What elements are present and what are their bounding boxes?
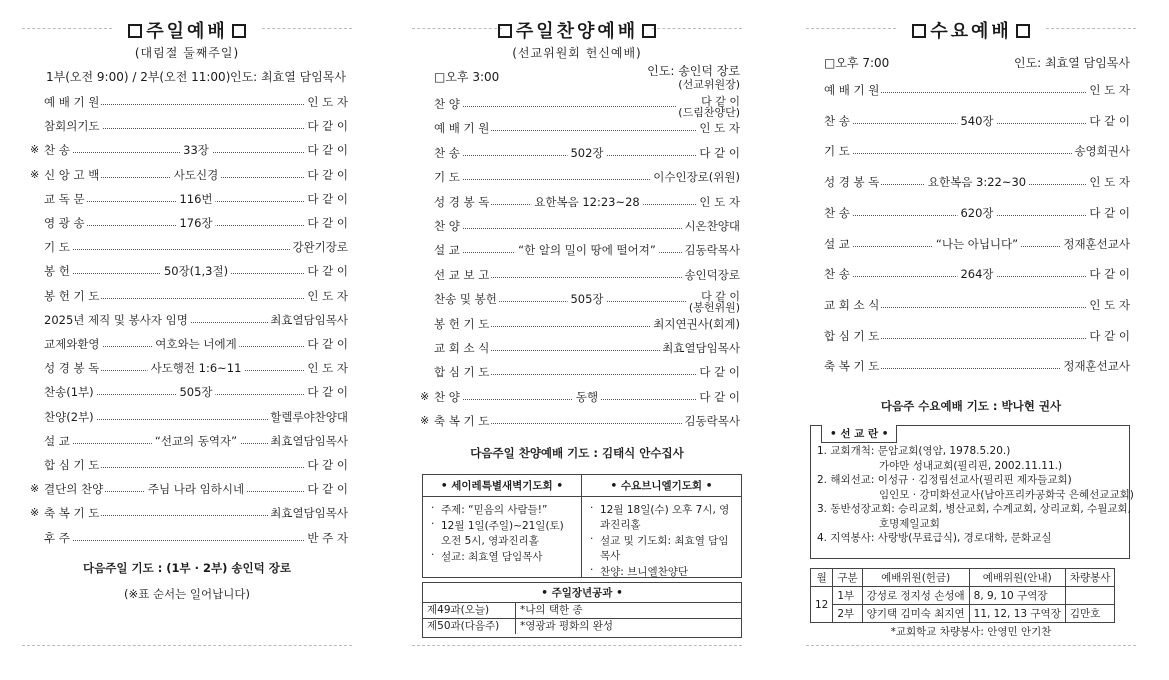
mission-item: 2. 해외선교: 이성규 · 김정림선교사(필리핀 제자들교회) — [817, 474, 1072, 486]
row-label: 찬송 및 봉헌 — [434, 292, 497, 307]
row-label: 찬송(1부) — [44, 385, 94, 400]
dotted-leader — [44, 540, 348, 541]
service-order-row — [434, 169, 740, 185]
sunday-praise-column — [412, 0, 742, 680]
row-person: 이수인장로(위원) — [653, 170, 740, 185]
service-header — [46, 68, 346, 85]
next-prayer: 다음주 수요예배 기도 : 박나현 권사 — [880, 399, 1062, 413]
row-detail: 505장 — [567, 291, 606, 307]
table-cell: 8, 9, 10 구역장 — [969, 587, 1065, 605]
row-label: 찬 양 — [434, 219, 460, 233]
section-title — [22, 17, 352, 43]
service-order-row — [434, 316, 740, 332]
stand-mark: ※ — [30, 143, 40, 157]
row-person: 다 같 이 — [307, 264, 348, 279]
row-detail: 540장 — [957, 113, 996, 129]
row-label: 기 도 — [44, 240, 70, 255]
table-cell: 김만호 — [1065, 605, 1115, 623]
dawn-prayer-list — [423, 497, 581, 569]
row-person: 인 도 자 — [1089, 297, 1130, 312]
list-item: · 설교: 최효열 담임목사 — [441, 549, 575, 564]
row-label: 합 심 기 도 — [44, 458, 100, 472]
table-cell: 양기택 김미숙 최지연 — [862, 605, 969, 623]
service-time: □오후 3:00 — [434, 70, 500, 84]
service-order-row — [44, 457, 348, 473]
lesson-row — [423, 618, 741, 634]
row-label: 교 회 소 식 — [824, 297, 880, 312]
title-text: 주일예배 — [146, 21, 228, 42]
row-label: 합 심 기 도 — [824, 328, 880, 343]
service-order-row — [824, 328, 1130, 344]
order-of-service — [30, 94, 348, 554]
service-time: 1부(오전 9:00) / 2부(오전 11:00) — [46, 70, 231, 84]
service-order-row — [44, 263, 348, 279]
mission-item: 3. 동반성장교회: 승리교회, 병산교회, 수계교회, 상리교회, 수월교회, — [817, 503, 1131, 515]
service-order-row — [434, 120, 740, 136]
row-person: 인 도 자 — [307, 95, 348, 109]
service-order-row — [434, 340, 740, 356]
row-label: 찬 송 — [824, 205, 850, 220]
service-order-row — [824, 82, 1130, 98]
row-label: 교 회 소 식 — [434, 341, 490, 355]
service-order-row — [434, 242, 740, 258]
row-detail: 주님 나라 임하시네 — [145, 481, 247, 497]
service-order-row — [434, 267, 740, 283]
row-label: 찬양(2부) — [44, 409, 94, 424]
table-cell: 1부 — [833, 587, 862, 605]
box-icon — [498, 24, 512, 38]
service-order-row — [824, 174, 1130, 190]
row-person: 다 같 이 — [307, 167, 348, 182]
row-label: 합 심 기 도 — [434, 365, 490, 380]
row-label: 찬 양 — [434, 389, 460, 404]
title-text: 수요예배 — [930, 21, 1012, 42]
row-label: 예 배 기 원 — [434, 121, 490, 136]
row-label: 기 도 — [824, 144, 850, 159]
list-item: · 12월 1일(주일)~21일(토) 오전 5시, 영과진리홀 — [441, 518, 575, 548]
service-order-row — [44, 530, 348, 546]
stand-mark: ※ — [420, 414, 430, 428]
row-person: 인 도 자 — [699, 121, 740, 136]
row-detail: 505장 — [176, 384, 215, 400]
service-order-row — [824, 297, 1130, 313]
service-order-row — [44, 409, 348, 425]
row-person: 다 같 이 — [307, 458, 348, 472]
stand-mark: ※ — [30, 482, 40, 496]
row-detail: 620장 — [957, 205, 996, 221]
service-order-row — [30, 142, 348, 158]
row-label: 예 배 기 원 — [44, 95, 100, 109]
mission-item: 4. 지역봉사: 사랑방(무료급식), 경로대학, 문화교실 — [817, 532, 1052, 544]
lesson-title: *나의 택한 종 — [515, 603, 583, 618]
row-label: 후 주 — [44, 530, 70, 545]
table-row — [811, 605, 1115, 623]
row-person — [687, 291, 740, 313]
wednesday-prayer-panel — [582, 475, 741, 577]
service-order-row — [434, 194, 740, 210]
service-order-row — [434, 95, 740, 119]
service-header — [824, 54, 1130, 71]
list-item: · 12월 18일(수) 오후 7시, 영과진리홀 — [600, 502, 735, 532]
row-person-name: 다 같 이 — [701, 290, 740, 304]
row-label: 기 도 — [434, 170, 460, 185]
row-detail: “나는 아닙니다” — [933, 236, 1021, 252]
box-icon — [912, 24, 926, 38]
section-subtitle: (대림절 둘째주일) — [134, 46, 240, 60]
table-cell: 강성로 정지성 손성애 — [862, 587, 969, 605]
row-person: 다 같 이 — [307, 216, 348, 230]
row-person: 다 같 이 — [307, 119, 348, 134]
service-order-row — [824, 236, 1130, 252]
row-person: 다 같 이 — [1089, 267, 1130, 282]
row-label: 찬 송 — [434, 145, 460, 160]
row-detail: 264장 — [957, 266, 996, 282]
service-order-row — [30, 505, 348, 521]
row-person: 다 같 이 — [307, 385, 348, 400]
row-label: 찬 양 — [434, 97, 460, 111]
row-person: 송영희권사 — [1074, 144, 1130, 159]
box-icon — [128, 24, 142, 38]
lesson-title: *영광과 평화의 완성 — [515, 619, 613, 634]
row-person: 다 같 이 — [699, 365, 740, 380]
next-prayer: 다음주일 찬양예배 기도 : 김태식 안수집사 — [470, 446, 684, 460]
table-header-cell: 예배위원(안내) — [969, 569, 1065, 587]
row-label: 선 교 보 고 — [434, 267, 490, 282]
row-label: 예 배 기 원 — [824, 83, 880, 97]
mission-box — [810, 425, 1134, 559]
dawn-prayer-panel — [423, 475, 582, 577]
order-of-service — [420, 95, 740, 429]
row-label: 찬 송 — [824, 113, 850, 128]
row-label: 봉 헌 — [44, 264, 70, 279]
wednesday-service-column — [806, 0, 1136, 680]
mission-item: 가야만 성내교회(필리핀, 2002.11.11.) — [879, 459, 1063, 472]
row-person: 송인덕장로 — [684, 267, 740, 282]
row-person-name: 다 같 이 — [701, 95, 740, 108]
lesson-rows — [423, 603, 741, 634]
service-order-row — [44, 239, 348, 255]
section-title — [412, 17, 742, 43]
service-order-row — [44, 384, 348, 400]
table-header-cell: 예배위원(헌금) — [862, 569, 969, 587]
next-prayer: 다음주일 기도 : (1부 · 2부) 송인덕 장로 — [83, 561, 291, 575]
row-person: 김동락목사 — [684, 243, 740, 258]
row-label: 2025년 제직 및 봉사자 임명 — [44, 312, 188, 327]
service-leader: 인도: 최효열 담임목사 — [1013, 56, 1130, 70]
service-header — [434, 62, 740, 90]
service-order-row — [434, 290, 740, 315]
footnote: (※표 순서는 일어납니다) — [124, 587, 250, 601]
service-order-row — [44, 312, 348, 328]
row-label: 신 앙 고 백 — [44, 167, 100, 182]
row-label: 영 광 송 — [44, 216, 85, 230]
row-detail: 사도행전 1:6~11 — [148, 360, 245, 376]
service-leader: 인도: 송인덕 장로 — [647, 64, 740, 78]
row-label: 설 교 — [434, 243, 460, 258]
row-detail: 여호와는 너에게 — [152, 336, 239, 352]
list-item: · 주제: “믿음의 사람들!” — [441, 502, 575, 517]
row-label: 설 교 — [44, 433, 70, 448]
table-cell — [1065, 587, 1115, 605]
row-label: 봉 헌 기 도 — [434, 316, 490, 331]
row-person: 다 같 이 — [307, 191, 348, 206]
service-order-row — [434, 364, 740, 380]
row-person: 정재훈선교사 — [1063, 236, 1130, 251]
service-leader-role: (선교위원장) — [678, 78, 740, 91]
row-label: 축 복 기 도 — [44, 506, 100, 521]
vehicle-note: *교회학교 차량봉사: 안영민 안기찬 — [890, 626, 1052, 638]
service-order-row — [420, 413, 740, 429]
row-label: 축 복 기 도 — [434, 414, 490, 429]
table-cell: 2부 — [833, 605, 862, 623]
service-order-row — [44, 288, 348, 304]
lesson-box — [422, 582, 742, 638]
row-detail: 요한복음 3:22~30 — [925, 174, 1029, 190]
service-order-row — [30, 481, 348, 497]
service-order-row — [824, 143, 1130, 159]
row-person: 인 도 자 — [307, 361, 348, 376]
wednesday-prayer-list — [582, 497, 741, 584]
row-detail: 176장 — [176, 215, 215, 231]
row-person: 인 도 자 — [307, 288, 348, 303]
section-subtitle: (선교위원회 헌신예배) — [512, 46, 642, 60]
wednesday-prayer-header: • 수요브니엘기도회 • — [582, 475, 741, 497]
service-order-row — [44, 215, 348, 231]
service-order-row — [44, 336, 348, 352]
row-person: 최지연권사(회계) — [653, 316, 740, 331]
service-order-row — [30, 167, 348, 183]
row-person-role: (드림찬양단) — [678, 106, 740, 119]
row-person: 김동락목사 — [684, 414, 740, 429]
row-label: 교제와환영 — [44, 337, 100, 351]
row-detail: 502장 — [567, 145, 606, 161]
row-person — [676, 96, 740, 118]
dawn-prayer-header: • 세이레특별새벽기도회 • — [423, 475, 581, 497]
row-person: 다 같 이 — [307, 337, 348, 351]
service-order-row — [44, 360, 348, 376]
service-order-row — [44, 433, 348, 449]
service-order-row — [824, 266, 1130, 282]
service-order-row — [824, 358, 1130, 374]
row-label: 축 복 기 도 — [824, 359, 880, 374]
row-person: 다 같 이 — [1089, 328, 1130, 343]
order-of-service — [824, 82, 1130, 382]
box-icon — [232, 24, 246, 38]
row-label: 결단의 찬양 — [44, 482, 104, 497]
row-person: 인 도 자 — [1089, 175, 1130, 190]
table-header-cell: 월 — [811, 569, 833, 587]
service-order-row — [44, 118, 348, 134]
row-person: 반 주 자 — [307, 530, 348, 545]
row-detail: 사도신경 — [171, 167, 221, 183]
section-title — [806, 17, 1136, 43]
row-person: 다 같 이 — [307, 482, 348, 497]
row-person: 시온찬양대 — [684, 219, 740, 233]
table-header-cell: 구분 — [833, 569, 862, 587]
lesson-header: • 주일장년공과 • — [423, 583, 741, 603]
row-person: 최효열담임목사 — [270, 506, 348, 521]
table-cell: 11, 12, 13 구역장 — [969, 605, 1065, 623]
row-person: 인 도 자 — [699, 194, 740, 209]
stand-mark: ※ — [420, 389, 430, 403]
row-detail: 동행 — [573, 389, 601, 405]
row-label: 성 경 봉 독 — [824, 175, 880, 190]
service-volunteer-table — [810, 568, 1115, 623]
prayer-meeting-box — [422, 474, 742, 578]
service-order-row — [44, 191, 348, 207]
mission-item: 호명제일교회 — [879, 517, 940, 530]
row-person: 다 같 이 — [1089, 205, 1130, 220]
row-person: 강완기장로 — [292, 240, 348, 255]
table-row — [811, 587, 1115, 605]
row-detail: “선교의 동역자” — [152, 433, 240, 449]
box-icon — [642, 24, 656, 38]
service-volunteer-table-wrap — [810, 568, 1115, 623]
lesson-number: 제50과(다음주) — [427, 620, 500, 632]
row-detail: 50장(1,3절) — [161, 263, 231, 279]
lesson-number: 제49과(오늘) — [427, 604, 490, 616]
list-item: · 찬양: 브니엘찬양단 — [600, 564, 735, 579]
service-order-row — [420, 389, 740, 405]
row-person: 최효열담임목사 — [270, 433, 348, 448]
row-person: 최효열담임목사 — [270, 312, 348, 327]
table-body — [811, 587, 1115, 623]
row-detail: “한 알의 밀이 땅에 떨어져” — [515, 242, 659, 258]
row-detail: 요한복음 12:23~28 — [531, 194, 643, 210]
lesson-row — [423, 603, 741, 618]
service-leader: 인도: 최효열 담임목사 — [229, 70, 346, 84]
row-label: 찬 송 — [44, 143, 70, 158]
row-label: 성 경 봉 독 — [44, 361, 100, 376]
mission-item: 1. 교회개척: 문암교회(영암, 1978.5.20.) — [817, 445, 1011, 457]
row-label: 참회의기도 — [44, 119, 100, 134]
mission-item: 임인모 · 강미화선교사(남아프리카공화국 은혜선교교회) — [879, 488, 1134, 501]
row-person: 다 같 이 — [307, 143, 348, 158]
row-label: 교 독 문 — [44, 191, 85, 206]
row-detail: 33장 — [180, 142, 212, 158]
service-order-row — [44, 94, 348, 110]
row-person-role: (봉헌위원) — [688, 301, 740, 315]
service-order-row — [434, 145, 740, 161]
table-header-cell: 차량봉사 — [1065, 569, 1115, 587]
box-icon — [1016, 24, 1030, 38]
title-text: 주일찬양예배 — [515, 21, 639, 42]
service-order-row — [824, 113, 1130, 129]
row-person: 최효열담임목사 — [662, 341, 740, 355]
row-person: 다 같 이 — [699, 145, 740, 160]
row-label: 찬 송 — [824, 267, 850, 282]
table-header-row — [811, 569, 1115, 587]
service-order-row — [434, 218, 740, 234]
month-cell: 12 — [811, 587, 833, 623]
service-order-row — [824, 205, 1130, 221]
row-person: 인 도 자 — [1089, 83, 1130, 97]
row-label: 봉 헌 기 도 — [44, 288, 100, 303]
stand-mark: ※ — [30, 506, 40, 520]
row-label: 설 교 — [824, 236, 850, 251]
service-time: □오후 7:00 — [824, 56, 890, 70]
row-person: 다 같 이 — [1089, 113, 1130, 128]
row-person: 정재훈선교사 — [1063, 359, 1130, 374]
row-label: 성 경 봉 독 — [434, 194, 490, 209]
row-person: 다 같 이 — [699, 389, 740, 404]
stand-mark: ※ — [30, 167, 40, 181]
mission-header: • 선 교 란 • — [821, 425, 897, 443]
sunday-service-column — [22, 0, 352, 680]
row-person: 할렐루야찬양대 — [270, 409, 348, 424]
list-item: · 설교 및 기도회: 최효열 담임목사 — [600, 533, 735, 563]
mission-list — [817, 444, 1134, 546]
row-detail: 116번 — [176, 191, 215, 207]
